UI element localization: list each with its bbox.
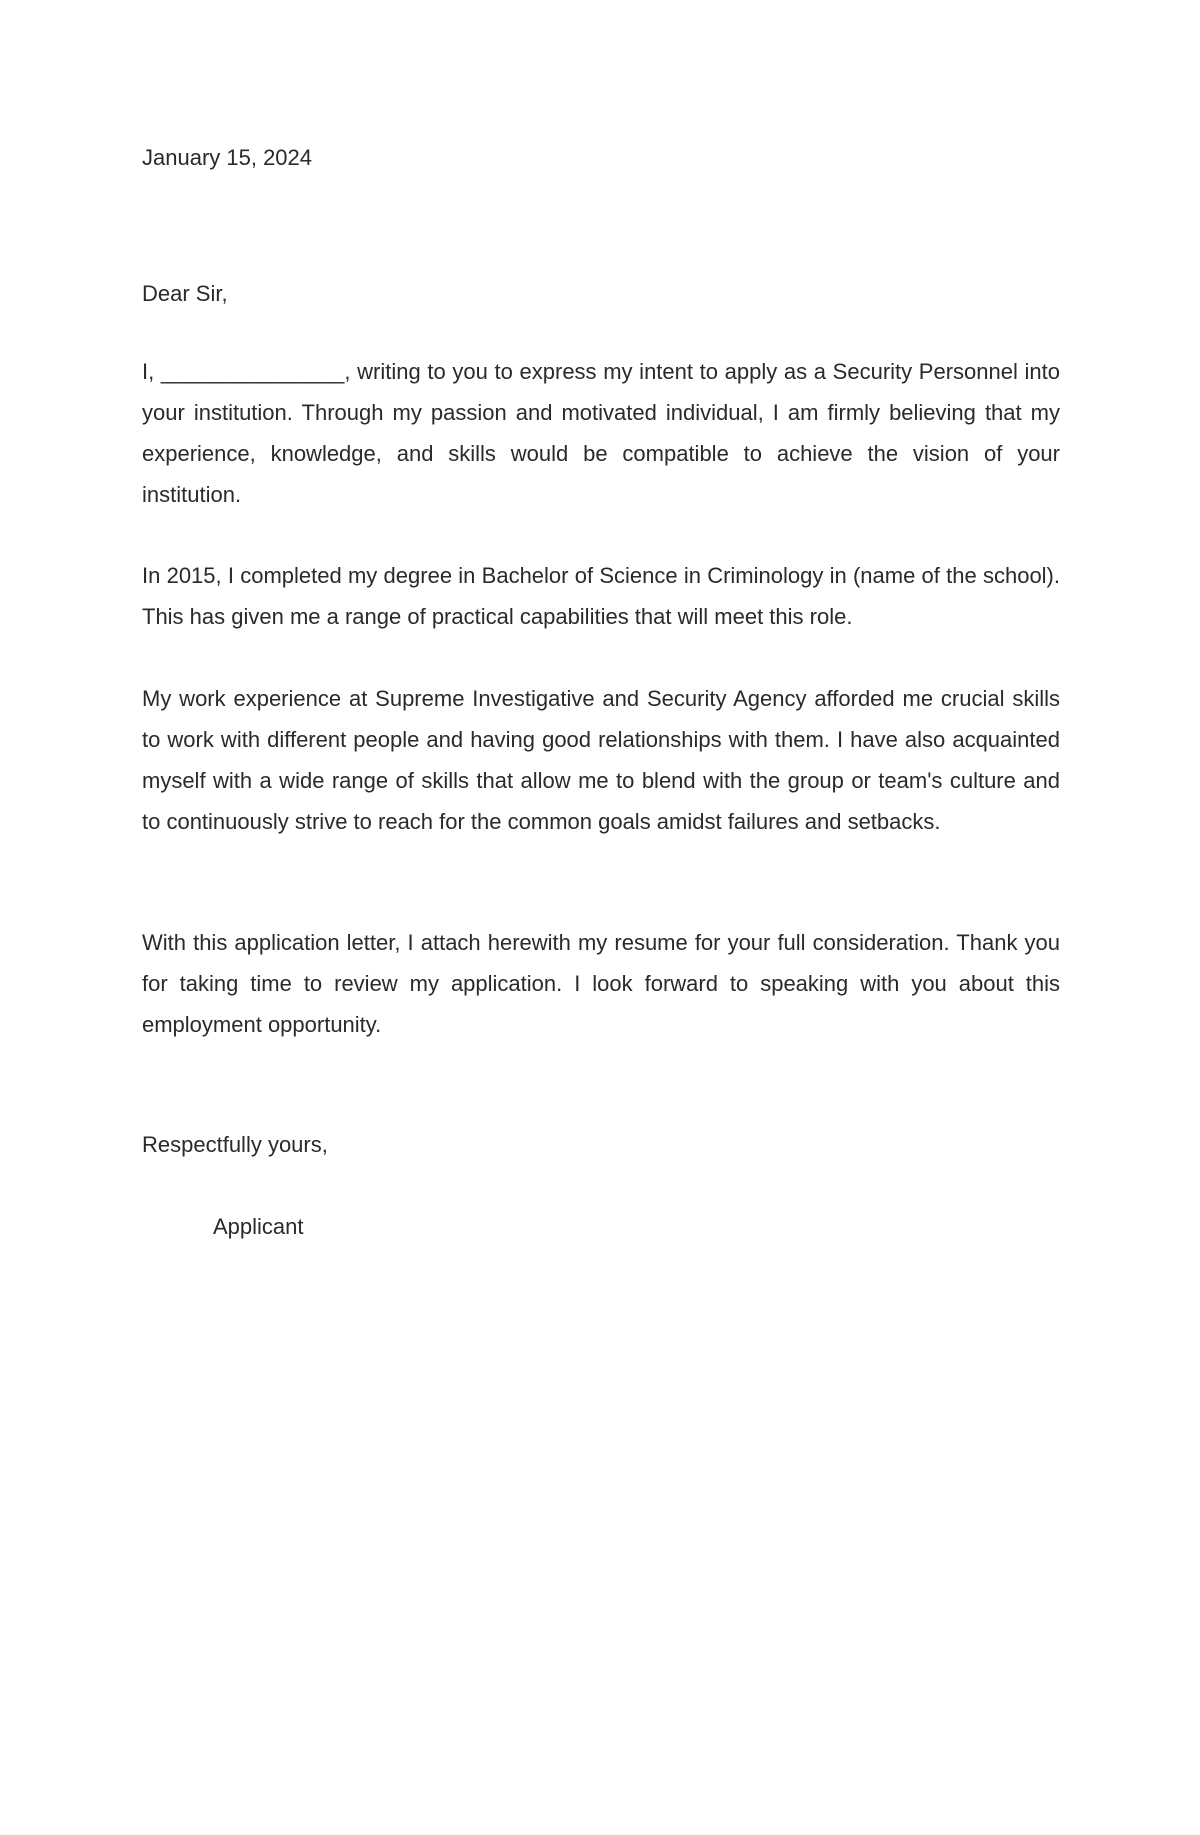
salutation: Dear Sir, bbox=[142, 281, 228, 306]
complimentary-close: Respectfully yours, bbox=[142, 1132, 328, 1157]
paragraph-intro: I, _______________, writing to you to express my intent to apply as a Security Personnel into your institution. Through my passion and motivated individual, I am firmly believing that my experience, knowledge, and skills would be compatible to achieve the vision of your institution. bbox=[142, 359, 1060, 507]
paragraph-experience: My work experience at Supreme Investigative and Security Agency afforded me crucial skills to work with different people and having good relationships with them. I have also acquainted myself with a wide range of skills that allow me to blend with the group or team's culture and to continuously strive to reach for the common goals amidst failures and setbacks. bbox=[142, 686, 1060, 834]
paragraph-closing-remarks: With this application letter, I attach herewith my resume for your full consideration. Thank you for taking time to review my application. I look forward to speaking with you about this employment opportunity. bbox=[142, 930, 1060, 1037]
signature-name: Applicant bbox=[213, 1214, 304, 1239]
paragraph-education: In 2015, I completed my degree in Bachelor of Science in Criminology in (name of the school). This has given me a range of practical capabilities that will meet this role. bbox=[142, 563, 1060, 629]
letter-date: January 15, 2024 bbox=[142, 145, 313, 170]
